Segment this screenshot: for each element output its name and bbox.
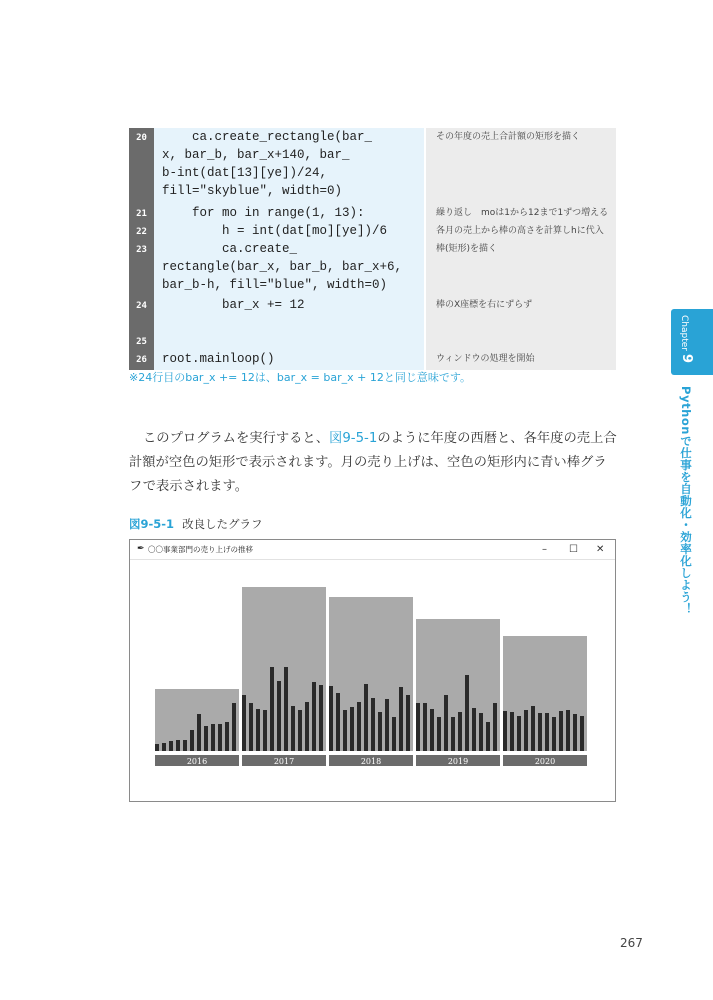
code-comment: 棒(矩形)を描く [425, 240, 616, 296]
month-bar [176, 740, 180, 751]
month-bar [465, 675, 469, 751]
code-line [154, 332, 425, 350]
year-label: 2018 [360, 757, 382, 766]
month-bar [270, 667, 274, 751]
code-table [129, 128, 616, 370]
month-bar [291, 706, 295, 751]
line-number: 22 [129, 222, 154, 240]
month-bar [277, 681, 281, 751]
tk-window [129, 539, 616, 802]
window-title: 〇〇事業部門の売り上げの推移 [148, 545, 253, 554]
month-bar [357, 702, 361, 751]
line-number: 26 [129, 350, 154, 370]
code-comment: 棒のX座標を右にずらず [425, 296, 616, 332]
month-bar [458, 712, 462, 751]
month-bar [162, 743, 166, 751]
code-row [129, 222, 616, 240]
line-number: 21 [129, 204, 154, 222]
code-comment: 各月の売上から棒の高さを計算しhに代入 [425, 222, 616, 240]
month-bar [249, 703, 253, 751]
code-row [129, 296, 616, 332]
month-bar [580, 716, 584, 751]
window-titlebar[interactable] [130, 540, 615, 560]
month-bar [503, 711, 507, 751]
note: ※24行目のbar_x += 12は、bar_x = bar_x + 12と同じ意味です。 [129, 371, 471, 384]
month-bar [538, 713, 542, 751]
month-bar [392, 717, 396, 751]
body-paragraph [129, 427, 619, 499]
month-bar [444, 695, 448, 751]
month-bar [183, 740, 187, 751]
body-text-part1: このプログラムを実行すると、 [143, 431, 330, 446]
month-bar [350, 707, 354, 751]
month-bar [225, 722, 229, 751]
month-bar [218, 724, 222, 751]
month-bar [573, 714, 577, 751]
year-label: 2020 [534, 757, 556, 766]
month-bar [510, 712, 514, 751]
minimize-button[interactable]: – [542, 544, 547, 555]
code-line: root.mainloop() [154, 350, 425, 370]
month-bar [329, 686, 333, 751]
month-bar [524, 710, 528, 751]
month-bar [190, 730, 194, 751]
month-bar [343, 710, 347, 751]
month-bar [406, 695, 410, 751]
month-bar [155, 744, 159, 751]
month-bar [451, 717, 455, 751]
month-bar [197, 714, 201, 751]
month-bar [559, 711, 563, 751]
code-row [129, 332, 616, 350]
month-bar [545, 713, 549, 751]
page-number: 267 [620, 936, 643, 950]
figure-reference[interactable]: 図9-5-1 [329, 431, 378, 446]
year-label: 2017 [273, 757, 295, 766]
code-line: ca.create_rectangle(bar_ x, bar_b, bar_x+140, bar_ b-int(dat[13][ye])/24, fill="skyblue", width=0) [154, 128, 425, 204]
month-bar [298, 710, 302, 751]
month-bar [169, 741, 173, 751]
code-comment: ウィンドウの処理を開始 [425, 350, 616, 370]
code-row [129, 240, 616, 296]
figure-id: 図9-5-1 [129, 517, 175, 531]
year-label: 2019 [447, 757, 469, 766]
month-bar [472, 708, 476, 751]
month-bar [336, 693, 340, 751]
figure-caption [129, 516, 263, 532]
month-bar [416, 703, 420, 751]
month-bar [256, 709, 260, 751]
month-bar [284, 667, 288, 751]
code-row [129, 350, 616, 370]
month-bar [312, 682, 316, 751]
code-comment: 繰り返し moは1から12まで1ずつ増える [425, 204, 616, 222]
chapter-tab [671, 309, 713, 375]
code-row [129, 128, 616, 204]
year-label: 2016 [186, 757, 208, 766]
month-bar [378, 712, 382, 751]
month-bar [486, 722, 490, 751]
month-bar [371, 698, 375, 751]
code-row [129, 204, 616, 222]
code-line: bar_x += 12 [154, 296, 425, 332]
month-bar [204, 726, 208, 751]
month-bar [493, 703, 497, 751]
line-number: 23 [129, 240, 154, 296]
month-bar [364, 684, 368, 751]
month-bar [479, 713, 483, 751]
month-bar [242, 695, 246, 751]
line-number: 20 [129, 128, 154, 204]
month-bar [319, 685, 323, 751]
month-bar [531, 706, 535, 751]
month-bar [263, 710, 267, 751]
close-button[interactable]: ✕ [596, 544, 605, 555]
month-bar [305, 702, 309, 751]
line-number: 25 [129, 332, 154, 350]
month-bar [423, 703, 427, 751]
chapter-label: Chapter [679, 315, 689, 351]
month-bar [517, 716, 521, 751]
code-comment [425, 332, 616, 350]
month-bar [566, 710, 570, 751]
maximize-button[interactable]: ☐ [569, 544, 578, 555]
code-line: h = int(dat[mo][ye])/6 [154, 222, 425, 240]
sales-chart [130, 560, 615, 800]
line-number: 24 [129, 296, 154, 332]
month-bar [437, 717, 441, 751]
figure-title: 改良したグラフ [182, 517, 263, 531]
code-line: for mo in range(1, 13): [154, 204, 425, 222]
code-comment: その年度の売上合計額の矩形を描く [425, 128, 616, 204]
chapter-number: 9 [679, 354, 694, 364]
month-bar [211, 724, 215, 751]
body-text-part2: のように年度の西暦と、各年度の売上合計額が空色の矩形で表示されます。月の売り上げは、空色の矩形内に青い棒グラフで表示されます。 [129, 431, 617, 494]
code-line: ca.create_ rectangle(bar_x, bar_b, bar_x+6, bar_b-h, fill="blue", width=0) [154, 240, 425, 296]
month-bar [430, 709, 434, 751]
month-bar [232, 703, 236, 751]
chapter-title: Pythonで仕事を自動化・効率化しよう！ [679, 386, 693, 615]
feather-icon: ✒ [137, 544, 145, 554]
month-bar [552, 717, 556, 751]
month-bar [385, 699, 389, 751]
month-bar [399, 687, 403, 751]
